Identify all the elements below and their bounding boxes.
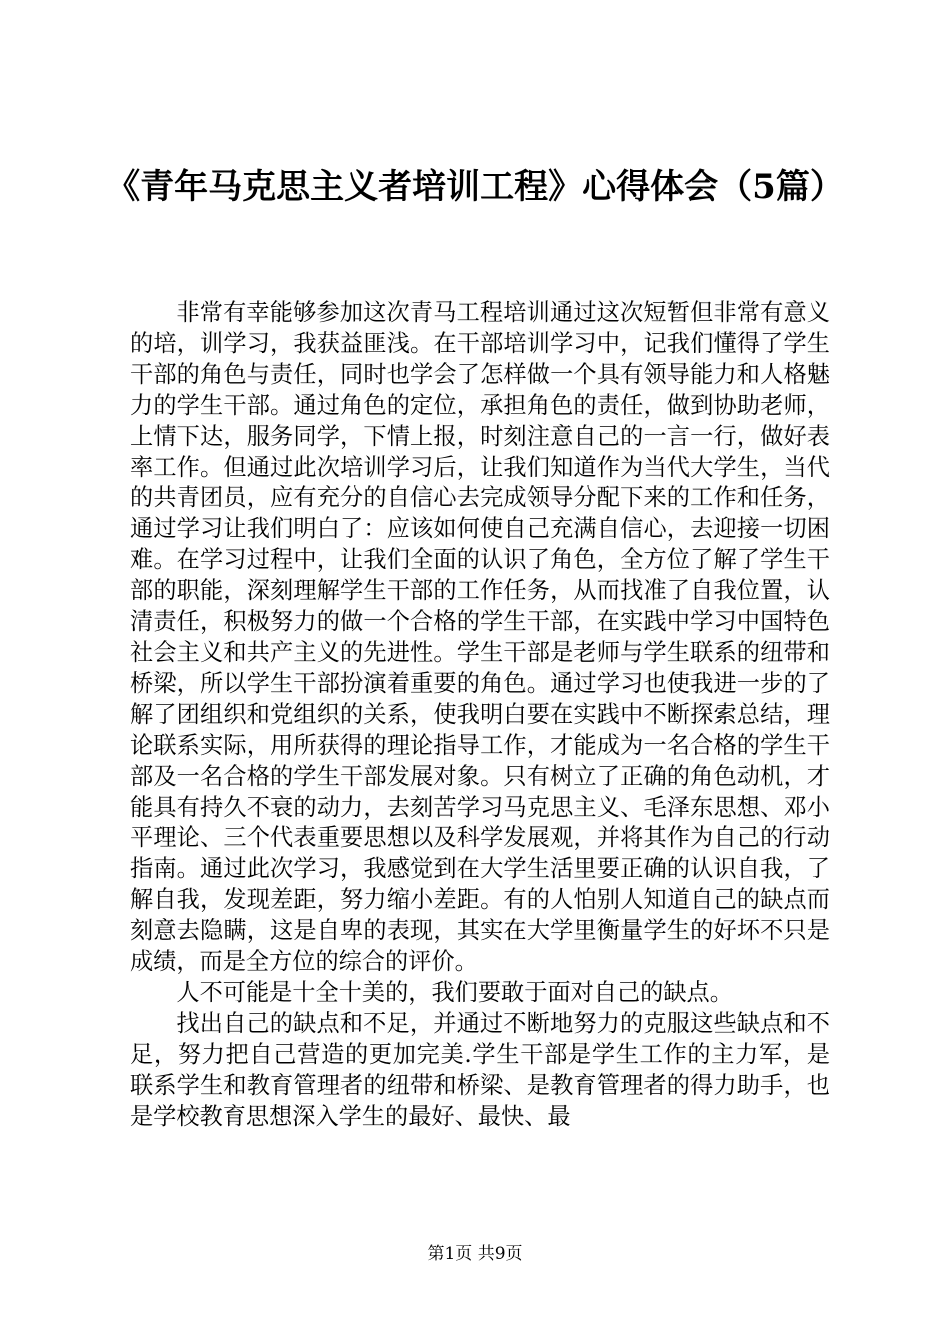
document-title: 《青年马克思主义者培训工程》心得体会（5篇）	[106, 167, 844, 207]
paragraph-2: 人不可能是十全十美的，我们要敢于面对自己的缺点。	[176, 978, 733, 1006]
paragraph-1: 非常有幸能够参加这次青马工程培训通过这次短暂但非常有意义的培，训学习，我获益匪浅。在干部培训学习中，记我们懂得了学生干部的角色与责任，同时也学会了怎样做一个具有领导能力和人格魅力的学生干部。通过角色的定位，承担角色的责任，做到协助老师，上情下达，服务同学，下情上报，时刻注意自己的一言一行，做好表率工作。但通过此次培训学习后，让我们知道作为当代大学生，当代的共青团员，应有充分的自信心去完成领导分配下来的工作和任务，通过学习让我们明白了：应该如何使自己充满自信心，去迎接一切困难。在学习过程中，让我们全面的认识了角色，全方位了解了学生干部的职能，深刻理解学生干部的工作任务，从而找准了自我位置，认清责任，积极努力的做一个合格的学生干部，在实践中学习中国特色社会主义和共产主义的先进性。学生干部是老师与学生联系的纽带和桥梁，所以学生干部扮演着重要的角色。通过学习也使我进一步的了解了团组织和党组织的关系，使我明白要在实践中不断探索总结，理论联系实际，用所获得的理论指导工作，才能成为一名合格的学生干部及一名合格的学生干部发展对象。只有树立了正确的角色动机，才能具有持久不衰的动力，去刻苦学习马克思主义、毛泽东思想、邓小平理论、三个代表重要思想以及科学发展观，并将其作为自己的行动指南。通过此次学习，我感觉到在大学生活里要正确的认识自我，了解自我，发现差距，努力缩小差距。有的人怕别人知道自己的缺点而刻意去隐瞒，这是自卑的表现，其实在大学里衡量学生的好坏不只是成绩，而是全方位的综合的评价。	[130, 299, 830, 976]
document-body	[130, 298, 830, 1132]
page-number-footer: 第1页 共9页	[427, 1244, 523, 1264]
paragraph-3: 找出自己的缺点和不足，并通过不断地努力的克服这些缺点和不足，努力把自己营造的更加完美.学生干部是学生工作的主力军，是联系学生和教育管理者的纽带和桥梁、是教育管理者的得力助手，也是学校教育思想深入学生的最好、最快、最	[130, 1009, 830, 1130]
